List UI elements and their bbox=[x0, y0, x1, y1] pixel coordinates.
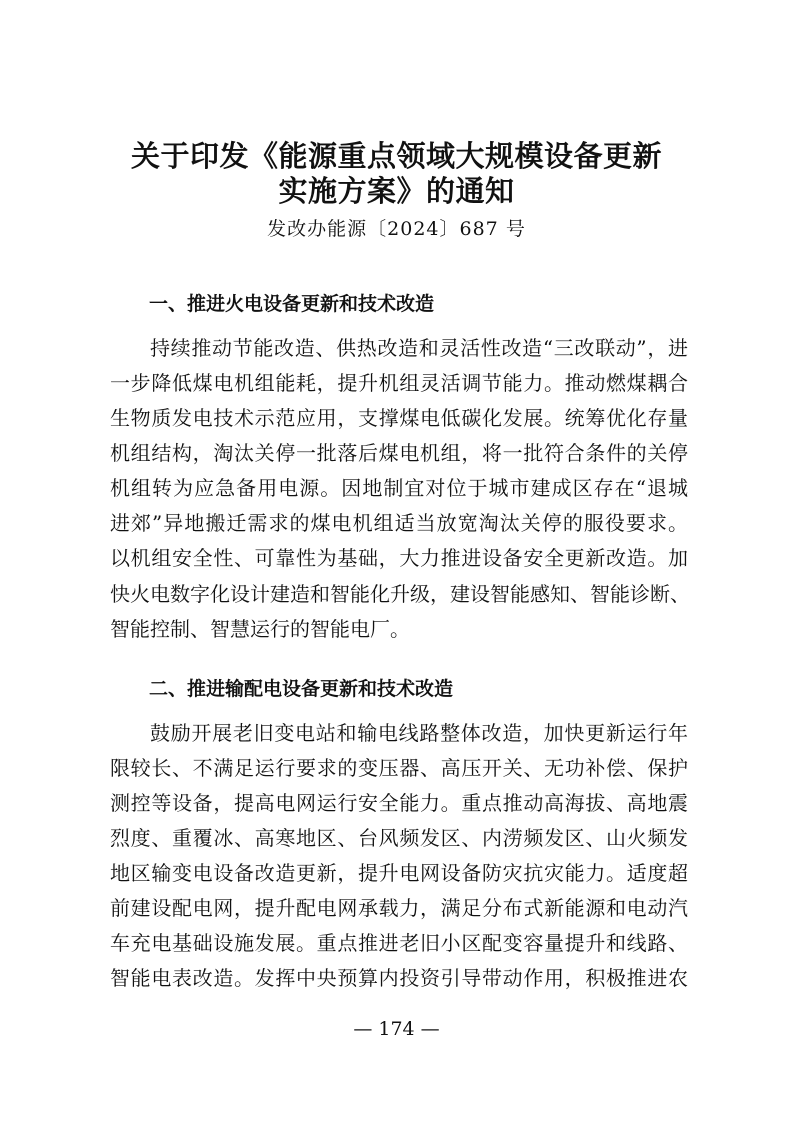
section-heading-1: 一、推进火电设备更新和技术改造 bbox=[149, 293, 435, 315]
paragraph-line: 地区输变电设备改造更新，提升电网设备防灾抗灾能力。适度超 bbox=[110, 861, 688, 885]
paragraph-line: 机组转为应急备用电源。因地制宜对位于城市建成区存在“退城 bbox=[110, 476, 688, 500]
page-number: — 174 — bbox=[353, 1018, 440, 1040]
section-heading-2: 二、推进输配电设备更新和技术改造 bbox=[149, 678, 454, 700]
document-title-line2: 实施方案》的通知 bbox=[278, 174, 515, 208]
document-title-line1: 关于印发《能源重点领域大规模设备更新 bbox=[130, 139, 662, 173]
paragraph-line: 车充电基础设施发展。重点推进老旧小区配变容量提升和线路、 bbox=[110, 931, 688, 955]
paragraph-line: 测控等设备，提高电网运行安全能力。重点推动高海拔、高地震 bbox=[110, 791, 688, 815]
paragraph-line: 快火电数字化设计建造和智能化升级，建设智能感知、智能诊断、 bbox=[110, 582, 690, 606]
paragraph-line: 一步降低煤电机组能耗，提升机组灵活调节能力。推动燃煤耦合 bbox=[110, 371, 688, 395]
paragraph-line: 烈度、重覆冰、高寒地区、台风频发区、内涝频发区、山火频发 bbox=[110, 826, 688, 850]
paragraph-line: 进郊”异地搬迁需求的煤电机组适当放宽淘汰关停的服役要求。 bbox=[110, 511, 688, 535]
paragraph-line: 鼓励开展老旧变电站和输电线路整体改造，加快更新运行年 bbox=[150, 721, 688, 745]
paragraph-line: 持续推动节能改造、供热改造和灵活性改造“三改联动”，进 bbox=[150, 336, 688, 360]
paragraph-line: 生物质发电技术示范应用，支撑煤电低碳化发展。统筹优化存量 bbox=[110, 406, 688, 430]
paragraph-line: 限较长、不满足运行要求的变压器、高压开关、无功补偿、保护 bbox=[110, 756, 688, 780]
document-number: 发改办能源〔2024〕687 号 bbox=[267, 218, 526, 240]
paragraph-line: 机组结构，淘汰关停一批落后煤电机组，将一批符合条件的关停 bbox=[110, 441, 688, 465]
paragraph-line: 智能控制、智慧运行的智能电厂。 bbox=[110, 617, 410, 641]
paragraph-line: 前建设配电网，提升配电网承载力，满足分布式新能源和电动汽 bbox=[110, 896, 688, 920]
paragraph-line: 智能电表改造。发挥中央预算内投资引导带动作用，积极推进农 bbox=[110, 966, 688, 990]
paragraph-line: 以机组安全性、可靠性为基础，大力推进设备安全更新改造。加 bbox=[110, 546, 688, 570]
